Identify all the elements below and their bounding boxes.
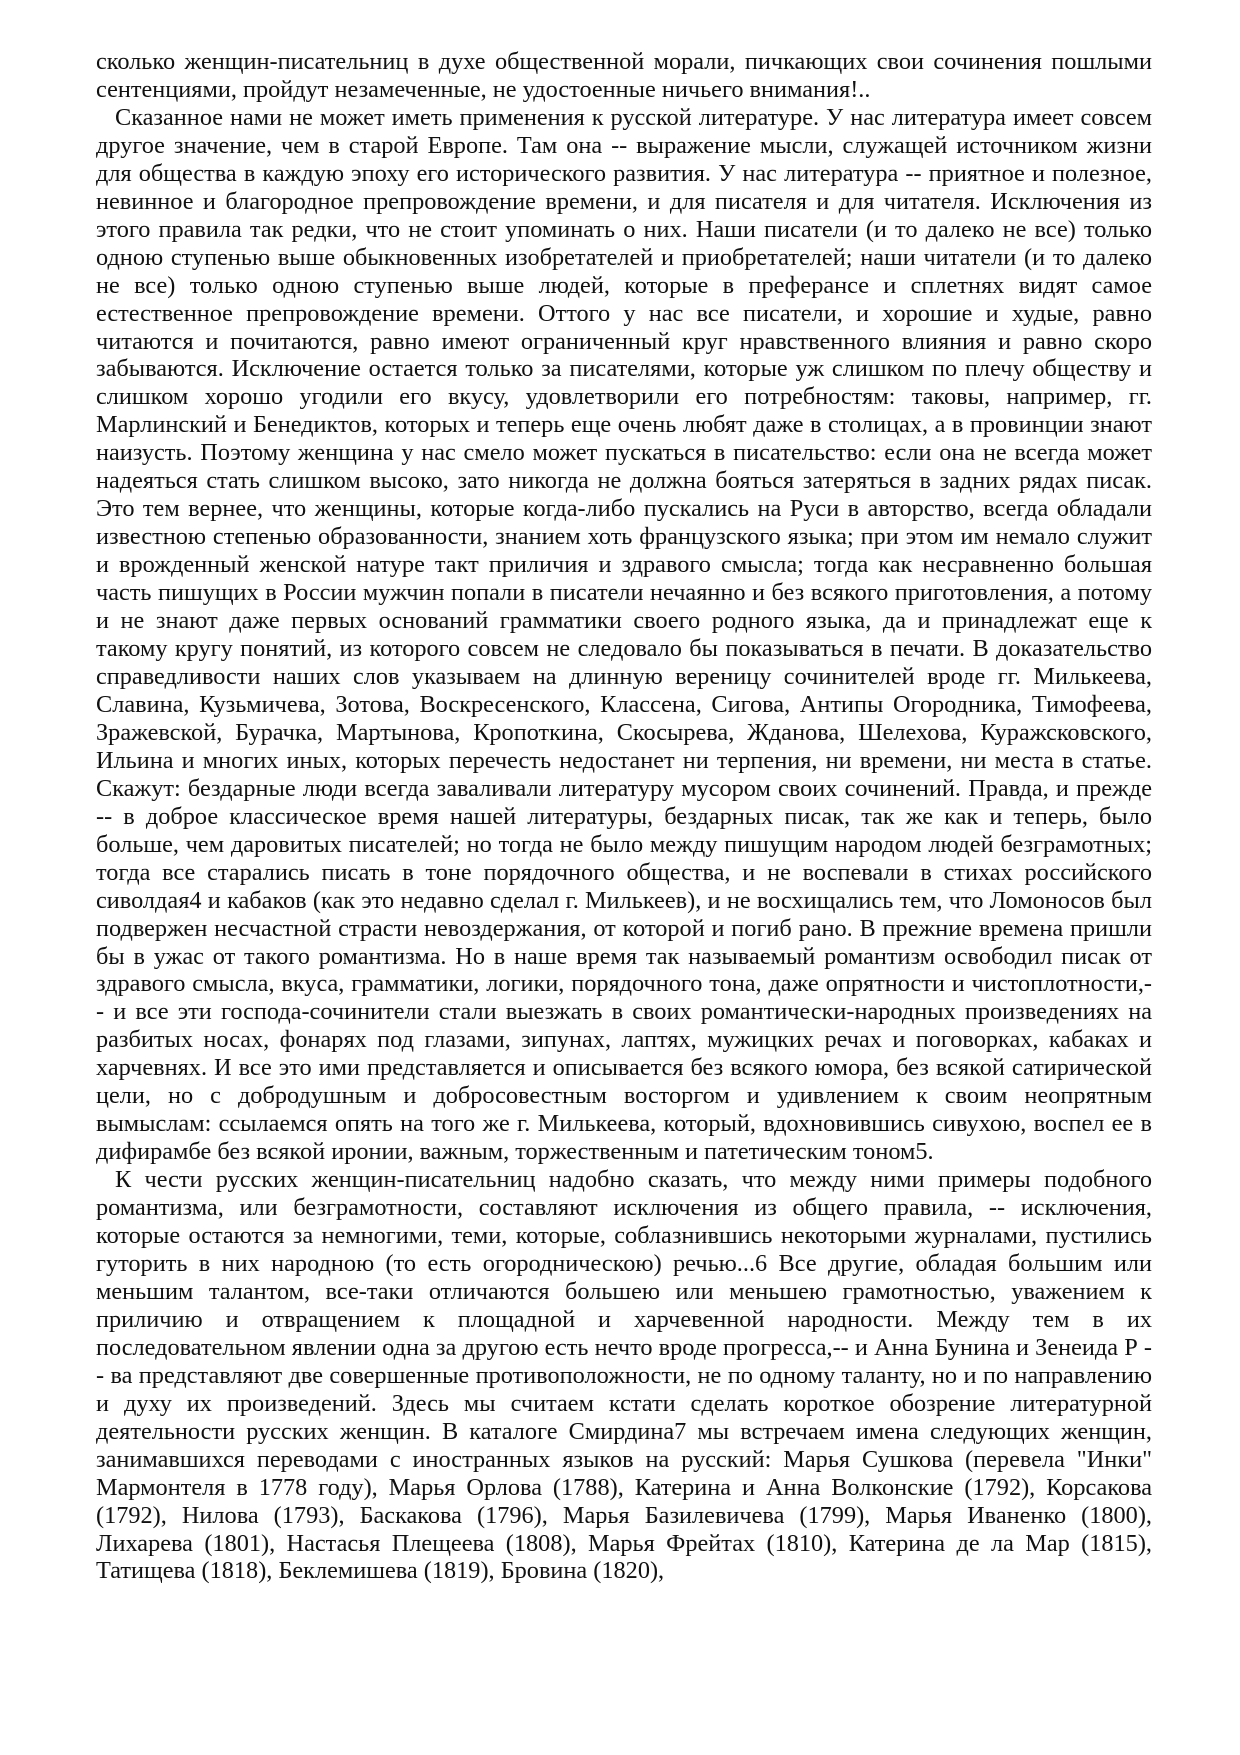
paragraph-women-writers: К чести русских женщин-писательниц надобно сказать, что между ними примеры подобного романтизма, или безграмотности, составляют исключения из общего правила, -- исключения, которые остаются за немногими, теми, которые, соблазнившись некоторыми журналами, пустились гуторить в них народною (то есть огородническою) речью...6 Все другие, обладая большим или меньшим талантом, все-таки отличаются большею или меньшею грамотностью, уважением к приличию и отвращением к площадной и харчевенной народности. Между тем в их последовательном явлении одна за другою есть нечто вроде прогресса,-- и Анна Бунина и Зенеида Р -- ва представляют две совершенные противоположности, не по одному таланту, но и по направлению и духу их произведений. Здесь мы считаем кстати сделать короткое обозрение литературной деятельности русских женщин. В каталоге Смирдина7 мы встречаем имена следующих женщин, занимавшихся переводами с иностранных языков на русский: Марья Сушкова (перевела "Инки" Мармонтеля в 1778 году), Марья Орлова (1788), Катерина и Анна Волконские (1792), Корсакова (1792), Нилова (1793), Баскакова (1796), Марья Базилевичева (1799), Марья Иваненко (1800), Лихарева (1801), Настасья Плещеева (1808), Марья Фрейтах (1810), Катерина де ла Мар (1815), Татищева (1818), Беклемишева (1819), Бровина (1820), xyxy=(96,1166,1152,1585)
paragraph-russian-literature: Сказанное нами не может иметь применения к русской литературе. У нас литература имеет совсем другое значение, чем в старой Европе. Там она -- выражение мысли, служащей источником жизни для общества в каждую эпоху его исторического развития. У нас литература -- приятное и полезное, невинное и благородное препровождение времени, и для писателя и для читателя. Исключения из этого правила так редки, что не стоит упоминать о них. Наши писатели (и то далеко не все) только одною ступенью выше обыкновенных изобретателей и приобретателей; наши читатели (и то далеко не все) только одною ступенью выше людей, которые в преферансе и сплетнях видят самое естественное препровождение времени. Оттого у нас все писатели, и хорошие и худые, равно читаются и почитаются, равно имеют ограниченный круг нравственного влияния и равно скоро забываются. Исключение остается только за писателями, которые уж слишком по плечу обществу и слишком хорошо угодили его вкусу, удовлетворили его потребностям: таковы, например, гг. Марлинский и Бенедиктов, которых и теперь еще очень любят даже в столицах, а в провинции знают наизусть. Поэтому женщина у нас смело может пускаться в писательство: если она не всегда может надеяться стать слишком высоко, зато никогда не должна бояться затеряться в задних рядах писак. Это тем вернее, что женщины, которые когда-либо пускались на Руси в авторство, всегда обладали известною степенью образованности, знанием хоть французского языка; при этом им немало служит и врожденный женской натуре такт приличия и здравого смысла; тогда как несравненно большая часть пишущих в России мужчин попали в писатели нечаянно и без всякого приготовления, а потому и не знают даже первых оснований грамматики своего родного языка, да и принадлежат еще к такому кругу понятий, из которого совсем не следовало бы показываться в печати. В доказательство справедливости наших слов указываем на длинную вереницу сочинителей вроде гг. Милькеева, Славина, Кузьмичева, Зотова, Воскресенского, Классена, Сигова, Антипы Огородника, Тимофеева, Зражевской, Бурачка, Мартынова, Кропоткина, Скосырева, Жданова, Шелехова, Куражсковского, Ильина и многих иных, которых перечесть недостанет ни терпения, ни времени, ни места в статье. Скажут: бездарные люди всегда заваливали литературу мусором своих сочинений. Правда, и прежде -- в доброе классическое время нашей литературы, бездарных писак, так же как и теперь, было больше, чем даровитых писателей; но тогда не было между пишущим народом людей безграмотных; тогда все старались писать в тоне порядочного общества, и не воспевали в стихах российского сиволдая4 и кабаков (как это недавно сделал г. Милькеев), и не восхищались тем, что Ломоносов был подвержен несчастной страсти невоздержания, от которой и погиб рано. В прежние времена пришли бы в ужас от такого романтизма. Но в наше время так называемый романтизм освободил писак от здравого смысла, вкуса, грамматики, логики, порядочного тона, даже опрятности и чистоплотности,-- и все эти господа-сочинители стали выезжать в своих романтически-народных произведениях на разбитых носах, фонарях под глазами, зипунах, лаптях, мужицких речах и поговорках, кабаках и харчевнях. И все это ими представляется и описывается без всякого юмора, без всякой сатирической цели, но с добродушным и добросовестным восторгом и удивлением к своим неопрятным вымыслам: ссылаемся опять на того же г. Милькеева, который, вдохновившись сивухою, воспел ее в дифирамбе без всякой иронии, важным, торжественным и патетическим тоном5. xyxy=(96,103,1152,1166)
paragraph-continuation: сколько женщин-писательниц в духе общественной морали, пичкающих свои сочинения пошлыми сентенциями, пройдут незамеченные, не удостоенные ничьего внимания!.. xyxy=(96,48,1152,103)
document-page xyxy=(96,48,1152,1585)
